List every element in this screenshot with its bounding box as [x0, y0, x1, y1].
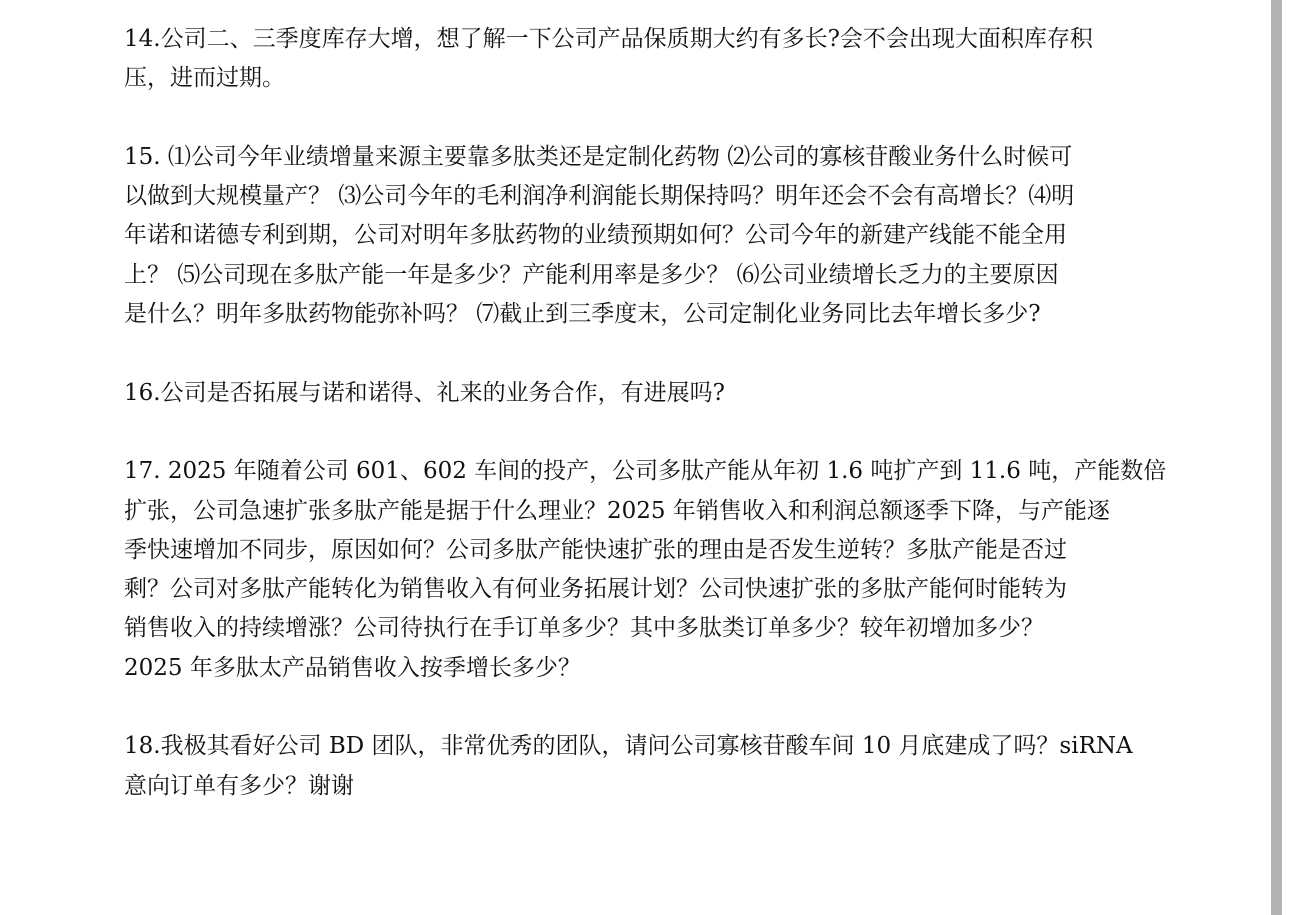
text-line: 剩？公司对多肽产能转化为销售收入有何业务拓展计划？公司快速扩张的多肽产能何时能转为	[124, 576, 1067, 603]
text-line: 15. ⑴公司今年业绩增量来源主要靠多肽类还是定制化药物 ⑵公司的寡核苷酸业务什么时候可	[124, 143, 1073, 170]
text-line: 压，进而过期。	[124, 65, 285, 92]
text-line: 销售收入的持续增涨？公司待执行在手订单多少？其中多肽类订单多少？较年初增加多少？	[124, 615, 1044, 642]
text-line: 17. 2025 年随着公司 601、602 车间的投产，公司多肽产能从年初 1.6 吨扩产到 11.6 吨，产能数倍	[124, 458, 1167, 485]
document-body	[124, 20, 1174, 845]
text-line: 是什么？明年多肽药物能弥补吗？ ⑺截止到三季度末，公司定制化业务同比去年增长多少?	[124, 301, 1041, 328]
text-line: 扩张，公司急速扩张多肽产能是据于什么理业？2025 年销售收入和利润总额逐季下降，与产能逐	[124, 497, 1110, 524]
text-line: 年诺和诺德专利到期，公司对明年多肽药物的业绩预期如何？公司今年的新建产线能不能全用	[124, 222, 1067, 249]
text-line: 季快速增加不同步，原因如何？公司多肽产能快速扩张的理由是否发生逆转？多肽产能是否过	[124, 536, 1067, 563]
question-18	[124, 727, 1174, 806]
text-line: 18.我极其看好公司 BD 团队，非常优秀的团队，请问公司寡核苷酸车间 10 月底建成了吗？siRNA	[124, 733, 1133, 760]
text-line: 14.公司二、三季度库存大增，想了解一下公司产品保质期大约有多长?会不会出现大面积库存积	[124, 26, 1093, 52]
question-14	[124, 20, 1174, 99]
text-line: 16.公司是否拓展与诺和诺得、礼来的业务合作，有进展吗?	[124, 379, 725, 406]
question-16	[124, 374, 1174, 413]
question-17	[124, 452, 1174, 688]
question-15	[124, 138, 1174, 334]
text-line: 以做到大规模量产？ ⑶公司今年的毛利润净利润能长期保持吗？明年还会不会有高增长？⑷明	[124, 183, 1075, 210]
text-line: 2025 年多肽太产品销售收入按季增长多少？	[124, 654, 581, 681]
text-line: 上？ ⑸公司现在多肽产能一年是多少？产能利用率是多少？ ⑹公司业绩增长乏力的主要原因	[124, 261, 1059, 288]
text-line: 意向订单有多少？谢谢	[124, 772, 354, 799]
vertical-scrollbar[interactable]	[1271, 0, 1282, 915]
